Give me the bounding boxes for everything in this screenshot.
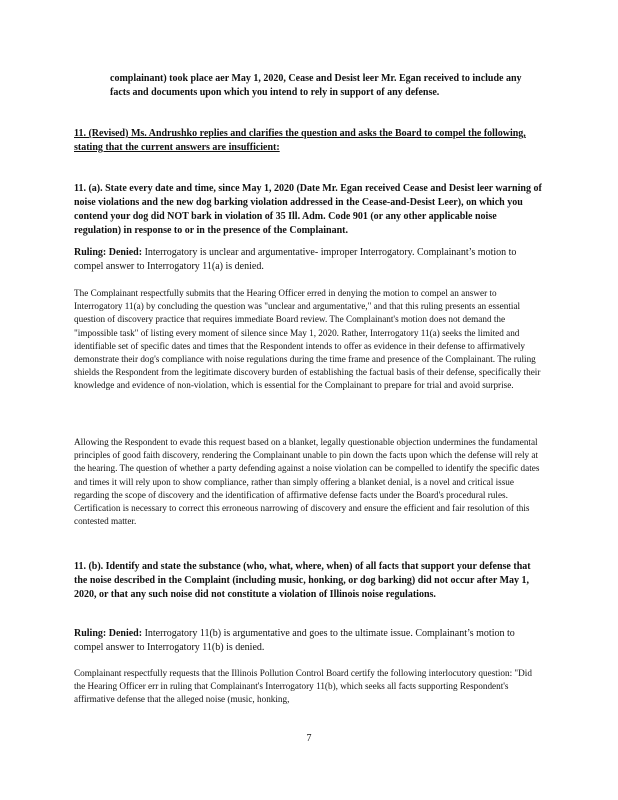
interrogatory-11a: 11. (a). State every date and time, since May 1, 2020 (Date Mr. Egan received Cease and Desist leer warning of noise violations and the new dog barking violation addressed in the Cease-and-Desist Leer), on which you contend your dog did NOT bark in violation of 35 Ill. Adm. Code 901 (or any other applicable noise regulation) in response to or in the presence of the Complainant. — [74, 183, 542, 236]
ruling-11a — [74, 246, 544, 274]
ruling-11b-label: Ruling: Denied: — [74, 628, 143, 639]
interrogatory-continuation: complainant) took place aer May 1, 2020, Cease and Desist leer Mr. Egan received to include any facts and documents upon which you intend to rely in support of any defense. — [110, 73, 522, 98]
interrogatory-11-revised-heading: 11. (Revised) Ms. Andrushko replies and clarifies the question and asks the Board to compel the following, stating that the current answers are insufficient: — [74, 128, 526, 153]
interrogatory-11b: 11. (b). Identify and state the substance (who, what, where, when) of all facts that support your defense that the noise described in the Complaint (including music, honking, or dog barking) did not occur after May 1, 2020, or that any such noise did not constitute a violation of Illinois noise regulations. — [74, 561, 531, 600]
page-number: 7 — [306, 733, 312, 744]
ruling-11a-label: Ruling: Denied: — [74, 247, 143, 258]
ruling-11b-text: Interrogatory 11(b) is argumentative and goes to the ultimate issue. Complainant’s motion to compel answer to Interrogatory 11(b) is denied. — [74, 628, 515, 653]
argument-11a-paragraph-2: Allowing the Respondent to evade this request based on a blanket, legally questionable objection undermines the fundamental principles of good faith discovery, rendering the Complainant unable to pin down the facts upon which the defense will rely at the hearing. The question of whether a party defending against a noise violation can be compelled to identify the specific dates and times it will rely upon to show compliance, rather than simply offering a blanket denial, is a novel and critical issue regarding the scope of discovery and the identification of affirmative defense facts under the Board's procedural rules. Certification is necessary to correct this erroneous narrowing of discovery and ensure the efficient and fair resolution of this contested matter. — [74, 437, 540, 527]
ruling-11b — [74, 627, 544, 655]
ruling-11a-text: Interrogatory is unclear and argumentative- improper Interrogatory. Complainant’s motion to compel answer to Interrogatory 11(a) is denied. — [74, 247, 517, 272]
argument-11a-paragraph-1: The Complainant respectfully submits that the Hearing Officer erred in denying the motion to compel an answer to Interrogatory 11(a) by concluding the question was "unclear and argumentative," and that this ruling presents an essential question of discovery practice that requires immediate Board review. The Complainant's motion does not demand the "impossible task" of listing every moment of silence since May 1, 2020. Rather, Interrogatory 11(a) seeks the limited and identifiable set of specific dates and times that the Respondent intends to offer as evidence in their defense to affirmatively demonstrate their dog's compliance with noise regulations during the time frame and presence of the Complainant. The ruling shields the Respondent from the legitimate discovery burden of establishing the factual basis of their defense, specifically their knowledge and evidence of non-violation, which is essential for the Complainant to prepare for trial and avoid surprise. — [74, 288, 541, 391]
argument-11b-paragraph-1: Complainant respectfully requests that the Illinois Pollution Control Board certify the following interlocutory question: "Did the Hearing Officer err in ruling that Complainant's Interrogatory 11(b), which seeks all facts supporting Respondent's affirmative defense that the alleged noise (music, honking, — [74, 668, 532, 705]
